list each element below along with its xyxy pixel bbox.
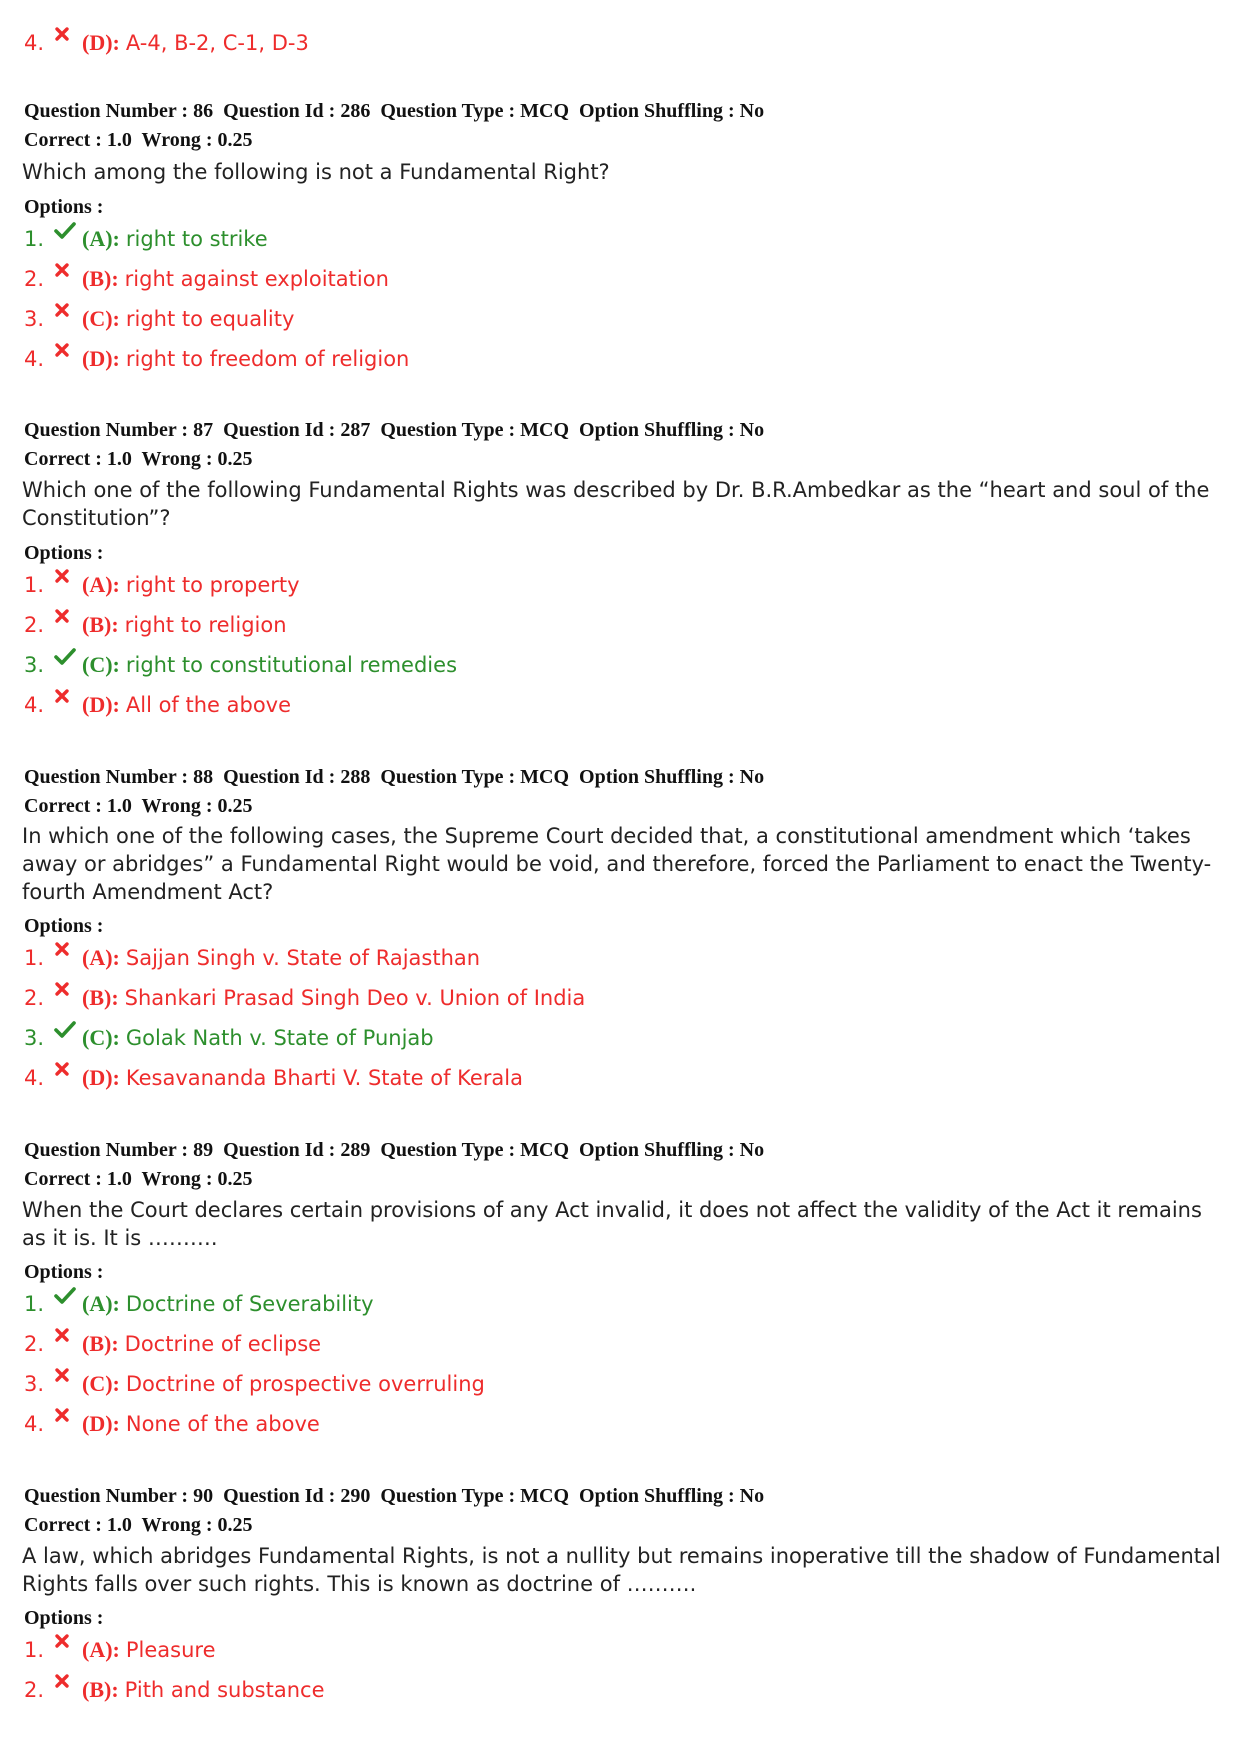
option-text: right to religion [124, 613, 287, 637]
question-87-header: Question Number : 87 Question Id : 287 Question Type : MCQ Option Shuffling : No [24, 419, 765, 441]
option-letter: (C): [82, 1371, 120, 1396]
cross-icon [50, 342, 82, 376]
question-88-option-b [24, 981, 585, 1015]
option-letter: (D): [82, 30, 120, 55]
option-letter: (C): [82, 306, 120, 331]
option-number: 2. [24, 613, 45, 637]
option-letter: (A): [82, 1291, 120, 1316]
option-letter: (D): [82, 1411, 120, 1436]
check-icon [50, 1287, 82, 1321]
question-86-option-a [24, 222, 268, 256]
cross-icon [50, 941, 82, 975]
option-letter: (A): [82, 572, 120, 597]
option-number: 1. [24, 1638, 45, 1662]
question-86-header: Question Number : 86 Question Id : 286 Question Type : MCQ Option Shuffling : No [24, 100, 765, 122]
question-86-options-label: Options : [24, 196, 104, 218]
option-number: 3. [24, 1372, 45, 1396]
option-letter: (B): [82, 266, 119, 291]
option-number: 4. [24, 347, 45, 371]
question-87-option-a [24, 568, 300, 602]
option-number: 2. [24, 986, 45, 1010]
question-90-text: A law, which abridges Fundamental Rights, is not a nullity but remains inoperative till the shadow of Fundamental Rights falls over such rights. This is known as doctrine of ………. [22, 1544, 1221, 1596]
question-87-options-label: Options : [24, 542, 104, 564]
option-number: 1. [24, 946, 45, 970]
option-letter: (D): [82, 1065, 120, 1090]
option-text: right to strike [125, 227, 268, 251]
question-87-option-c [24, 648, 457, 682]
option-text: Pleasure [125, 1638, 216, 1662]
option-letter: (D): [82, 346, 120, 371]
question-89-header: Question Number : 89 Question Id : 289 Question Type : MCQ Option Shuffling : No [24, 1139, 765, 1161]
option-text: Doctrine of Severability [125, 1292, 374, 1316]
option-text: Pith and substance [124, 1678, 325, 1702]
cross-icon [50, 608, 82, 642]
question-90-header: Question Number : 90 Question Id : 290 Question Type : MCQ Option Shuffling : No [24, 1485, 765, 1507]
question-87-option-d [24, 688, 291, 722]
option-letter: (A): [82, 1637, 120, 1662]
question-88-option-a [24, 941, 480, 975]
option-number: 4. [24, 1066, 45, 1090]
option-text: None of the above [125, 1412, 320, 1436]
option-text: right against exploitation [124, 267, 389, 291]
option-number: 1. [24, 227, 45, 251]
question-90-option-b [24, 1673, 325, 1707]
question-86-option-d [24, 342, 409, 376]
question-86-marks: Correct : 1.0 Wrong : 0.25 [24, 129, 253, 151]
question-89-option-c [24, 1367, 485, 1401]
option-text: right to constitutional remedies [125, 653, 458, 677]
option-text: Shankari Prasad Singh Deo v. Union of India [124, 986, 586, 1010]
question-88-header: Question Number : 88 Question Id : 288 Question Type : MCQ Option Shuffling : No [24, 766, 765, 788]
question-90-option-a [24, 1633, 216, 1667]
option-number: 4. [24, 1412, 45, 1436]
option-text: right to freedom of religion [125, 347, 410, 371]
option-text: right to property [125, 573, 300, 597]
option-number: 3. [24, 653, 45, 677]
option-letter: (B): [82, 985, 119, 1010]
question-87-text: Which one of the following Fundamental Rights was described by Dr. B.R.Ambedkar as the “heart and soul of the Constitution”? [22, 478, 1210, 530]
option-letter: (A): [82, 945, 120, 970]
question-88-option-d [24, 1061, 523, 1095]
option-text: right to equality [125, 307, 295, 331]
question-86-option-c [24, 302, 294, 336]
check-icon [50, 222, 82, 256]
cross-icon [50, 981, 82, 1015]
question-89-option-d [24, 1407, 320, 1441]
question-90-options-label: Options : [24, 1607, 104, 1629]
question-89-option-b [24, 1327, 321, 1361]
option-letter: (A): [82, 226, 120, 251]
option-letter: (D): [82, 692, 120, 717]
option-number: 3. [24, 1026, 45, 1050]
option-number: 1. [24, 573, 45, 597]
option-letter: (C): [82, 1025, 120, 1050]
question-90-marks: Correct : 1.0 Wrong : 0.25 [24, 1514, 253, 1536]
question-88-text: In which one of the following cases, the Supreme Court decided that, a constitutional amendment which ‘takes away or abridges” a Fundamental Right would be void, and therefore, forced the Parliament to enact the Twenty-fourth Amendment Act? [22, 824, 1212, 904]
cross-icon [50, 1367, 82, 1401]
option-letter: (C): [82, 652, 120, 677]
check-icon [50, 1021, 82, 1055]
question-89-marks: Correct : 1.0 Wrong : 0.25 [24, 1168, 253, 1190]
option-text: All of the above [125, 693, 292, 717]
cross-icon [50, 688, 82, 722]
question-87-option-b [24, 608, 287, 642]
question-89-option-a [24, 1287, 374, 1321]
cross-icon [50, 1673, 82, 1707]
cross-icon [50, 1407, 82, 1441]
question-88-marks: Correct : 1.0 Wrong : 0.25 [24, 795, 253, 817]
option-letter: (B): [82, 1677, 119, 1702]
cross-icon [50, 262, 82, 296]
option-letter: (B): [82, 612, 119, 637]
question-89-text: When the Court declares certain provisions of any Act invalid, it does not affect the validity of the Act it remains as it is. It is ………. [22, 1198, 1202, 1250]
question-87-marks: Correct : 1.0 Wrong : 0.25 [24, 448, 253, 470]
cross-icon [50, 1061, 82, 1095]
option-text: Doctrine of eclipse [124, 1332, 322, 1356]
option-row-top-d [24, 26, 309, 60]
question-89-options-label: Options : [24, 1261, 104, 1283]
option-number: 2. [24, 267, 45, 291]
option-number: 4. [24, 31, 45, 55]
question-88-options-label: Options : [24, 915, 104, 937]
cross-icon [50, 26, 82, 60]
option-text: Golak Nath v. State of Punjab [125, 1026, 434, 1050]
option-number: 4. [24, 693, 45, 717]
option-letter: (B): [82, 1331, 119, 1356]
cross-icon [50, 568, 82, 602]
cross-icon [50, 302, 82, 336]
cross-icon [50, 1633, 82, 1667]
option-number: 2. [24, 1678, 45, 1702]
cross-icon [50, 1327, 82, 1361]
option-text: Doctrine of prospective overruling [125, 1372, 485, 1396]
question-88-option-c [24, 1021, 434, 1055]
question-86-text: Which among the following is not a Fundamental Right? [22, 160, 610, 184]
option-number: 1. [24, 1292, 45, 1316]
question-86-option-b [24, 262, 389, 296]
option-text: Sajjan Singh v. State of Rajasthan [125, 946, 481, 970]
option-number: 3. [24, 307, 45, 331]
option-number: 2. [24, 1332, 45, 1356]
check-icon [50, 648, 82, 682]
option-text: Kesavananda Bharti V. State of Kerala [125, 1066, 523, 1090]
option-text: A-4, B-2, C-1, D-3 [125, 31, 309, 55]
